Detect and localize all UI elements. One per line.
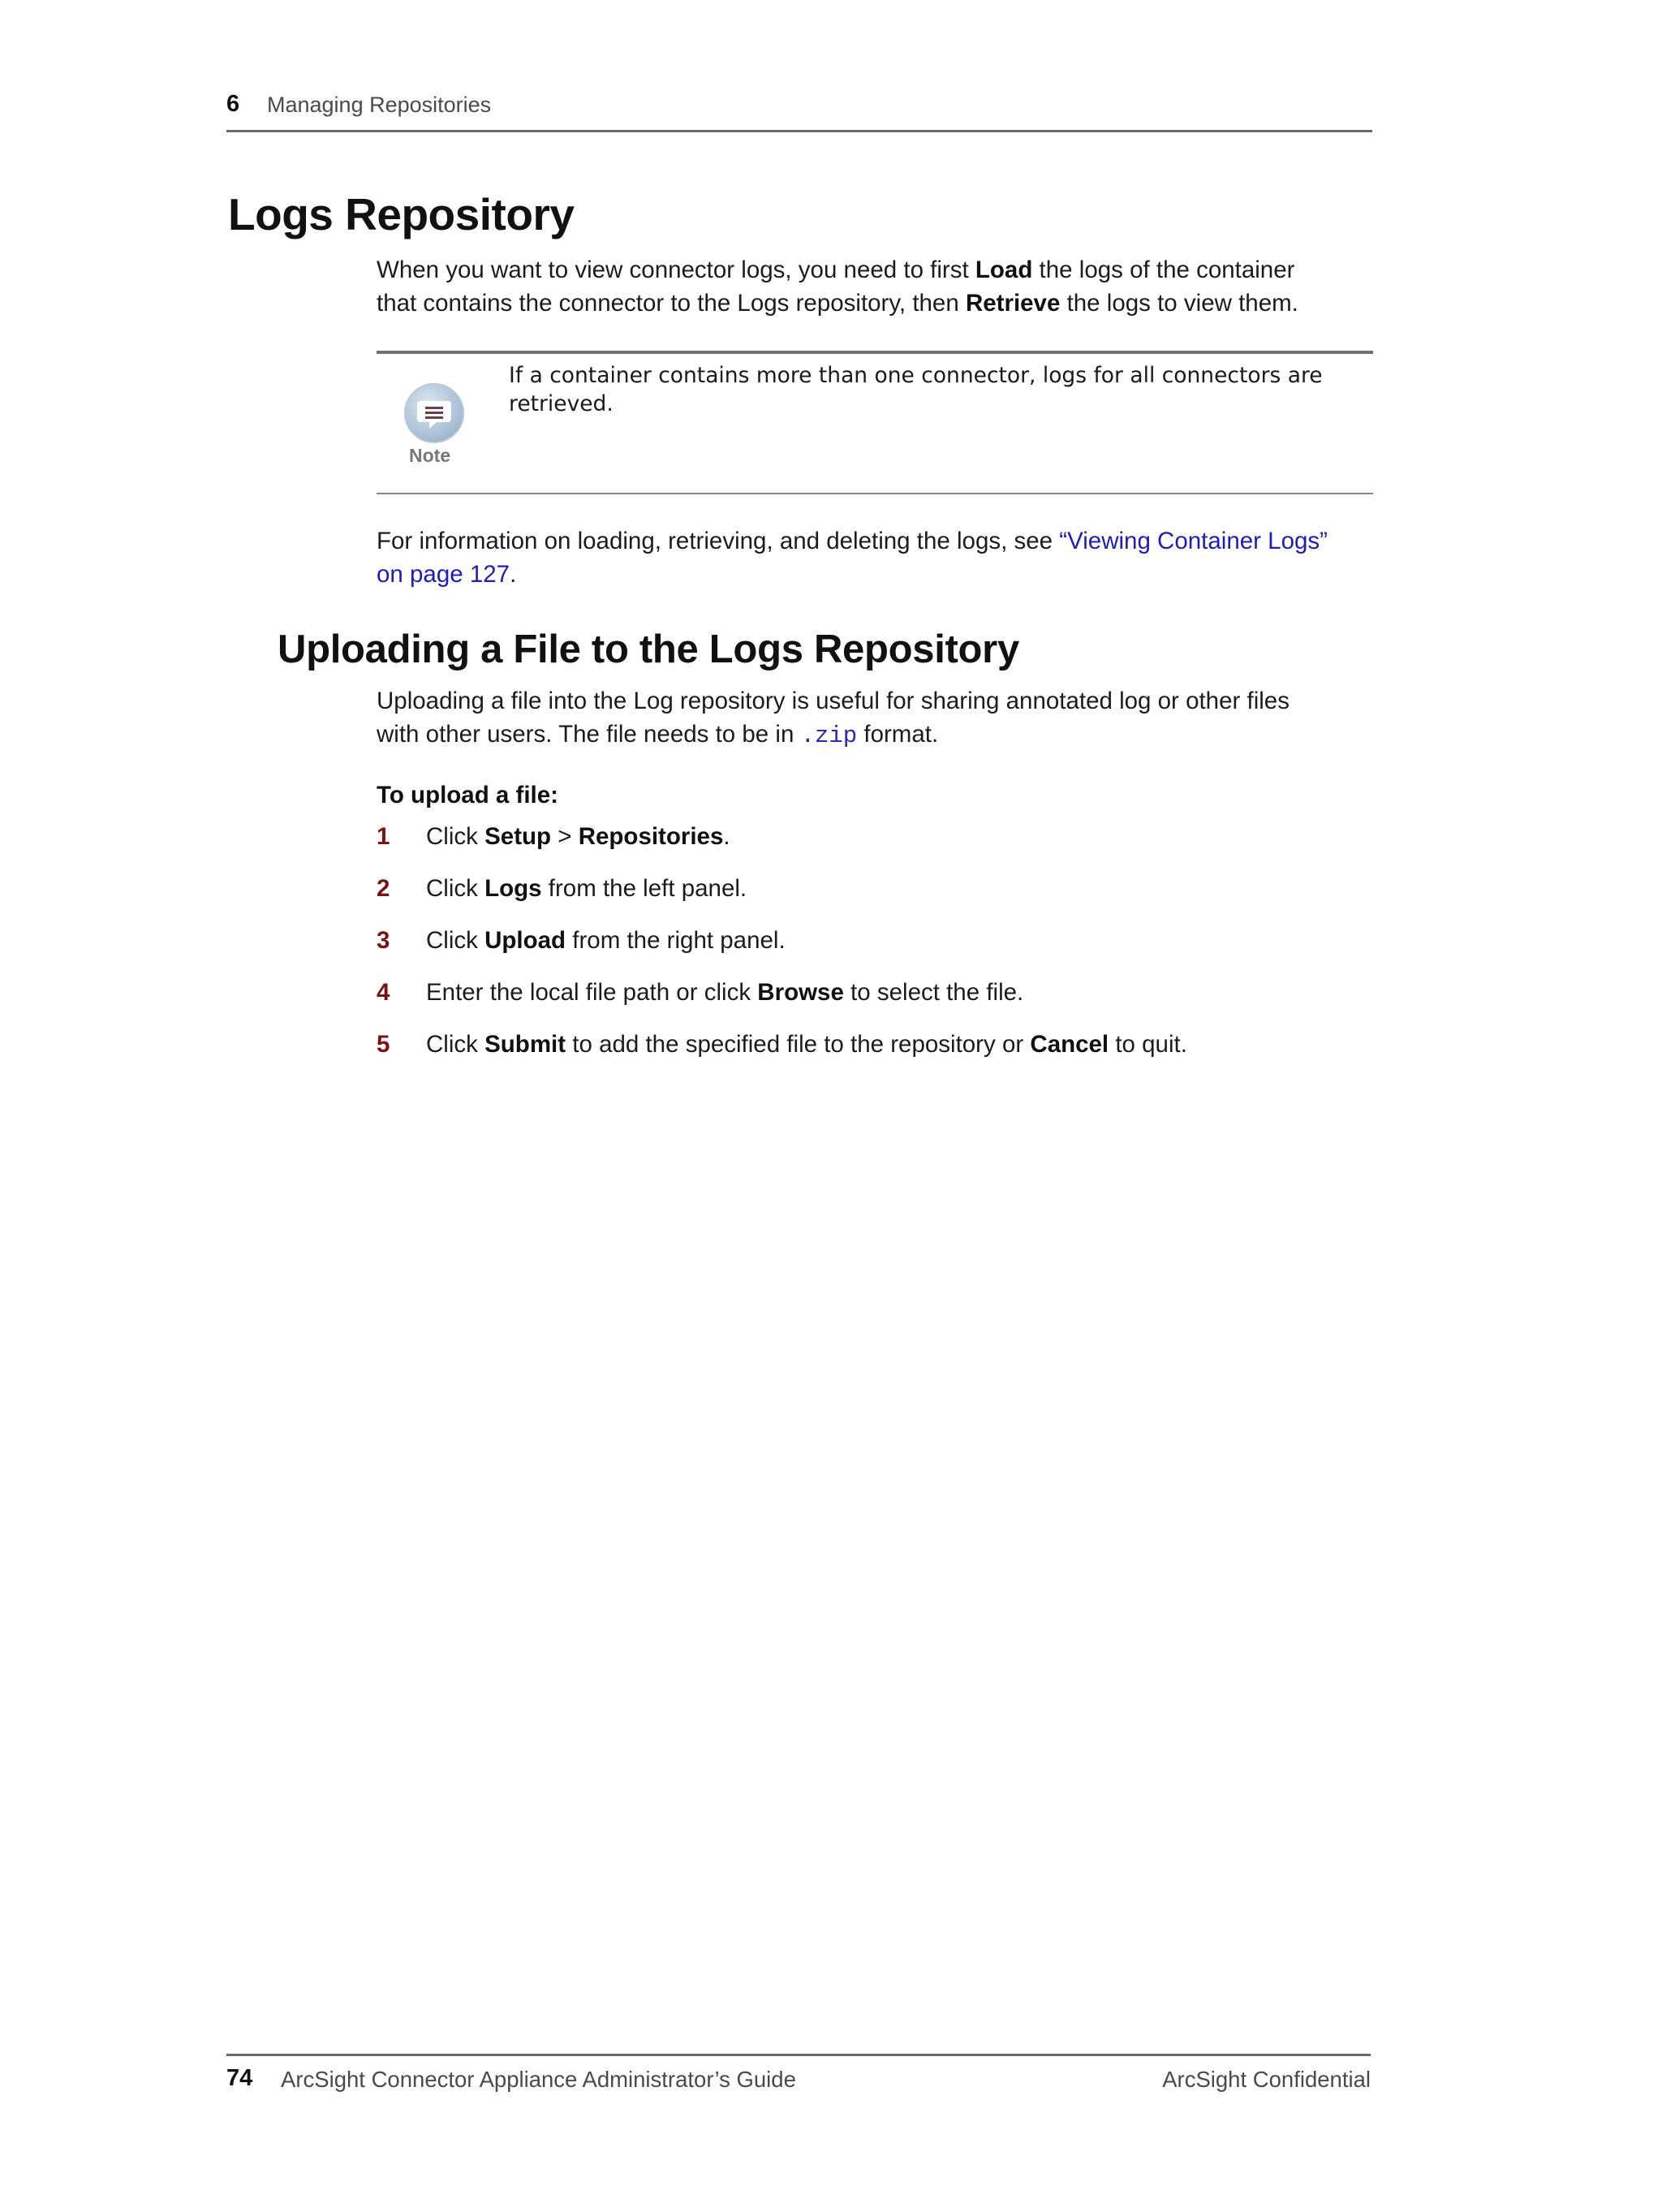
subsection-intro: Uploading a file into the Log repository is useful for sharing annotated log or other files with other users. The file needs to be in .zip format. [377,688,1290,749]
viewing-container-logs-link[interactable]: “Viewing Container Logs” [1059,528,1328,554]
footer-rule [226,2054,1371,2056]
step-2 [377,870,1375,907]
note-text: If a container contains more than one connector, logs for all connectors are retrieved. [509,363,1323,416]
zip-format-code: .zip [800,722,858,749]
book-title: ArcSight Connector Appliance Administrator’s Guide [281,2067,796,2092]
running-header [226,91,1372,132]
page-127-link[interactable]: on page 127 [377,561,510,588]
more-info-line-1: For information on loading, retrieving, and deleting the logs, see “Viewing Container Logs” [377,528,1328,554]
page-footer [226,2054,1371,2102]
step-5 [377,1026,1375,1063]
step-3 [377,922,1375,959]
chapter-number: 6 [226,91,240,117]
step-1 [377,818,1375,855]
step-number: 1 [377,823,390,850]
step-number: 3 [377,927,390,954]
section-intro [377,253,1375,320]
more-info-paragraph [377,524,1375,591]
more-info-line-2: on page 127. [377,561,517,588]
subsection-title: Uploading a File to the Logs Repository [278,627,1019,671]
note-icon-label: Note [409,445,451,466]
step-number: 5 [377,1031,390,1058]
page-number: 74 [226,2065,253,2091]
note-bottom-rule [377,493,1373,494]
step-number: 2 [377,875,390,902]
step-text: Click Submit to add the specified file to the repository or Cancel to quit. [426,1031,1187,1058]
section-title: Logs Repository [228,189,575,239]
intro-line-2: that contains the connector to the Logs repository, then Retrieve the logs to view them. [377,290,1298,317]
chapter-title: Managing Repositories [267,93,492,117]
note-box [377,351,1373,495]
step-4 [377,974,1375,1011]
procedure-heading: To upload a file: [377,782,558,808]
step-text: Enter the local file path or click Browse to select the file. [426,979,1024,1006]
note-icon [403,382,466,445]
header-rule [226,130,1372,132]
step-text: Click Logs from the left panel. [426,875,747,902]
step-text: Click Setup > Repositories. [426,823,730,850]
intro-line-1: When you want to view connector logs, you need to first Load the logs of the container [377,257,1295,283]
note-top-rule [377,351,1373,354]
step-text: Click Upload from the right panel. [426,927,786,954]
confidential-label: ArcSight Confidential [1162,2067,1371,2092]
step-number: 4 [377,979,390,1006]
